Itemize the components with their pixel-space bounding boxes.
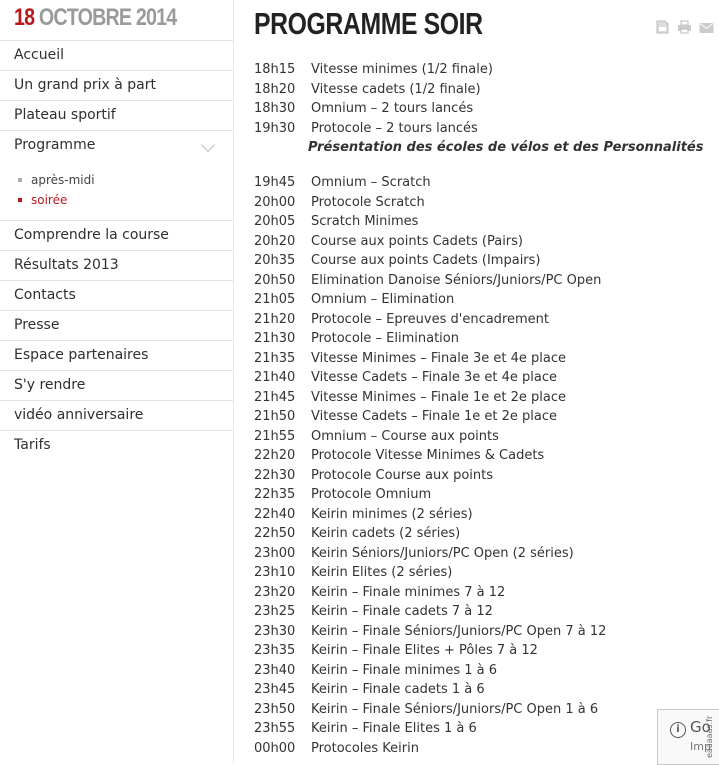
schedule-row [254,80,714,100]
schedule-event: Keirin – Finale cadets 1 à 6 [311,682,485,697]
schedule-time: 22h30 [254,467,296,483]
schedule-time: 22h35 [254,487,296,502]
schedule-event: Protocole Omnium [311,487,432,502]
sidebar-item-label: S'y rendre [14,377,86,393]
sidebar-item-vidéo-anniversaire[interactable] [0,400,233,430]
schedule-time: 00h00 [254,740,296,756]
schedule-row [254,739,714,759]
sidebar-item-label: Comprendre la course [14,227,169,243]
schedule-row [254,641,714,661]
watermark-text: eaaaaas.fr [705,715,714,758]
schedule-event: Scratch Minimes [311,214,419,229]
submenu-item-label: après-midi [31,173,95,187]
schedule-event: Keirin – Finale Séniors/Juniors/PC Open 7 à 12 [311,623,607,639]
schedule-row [254,446,714,466]
schedule-row [254,251,714,271]
schedule-row [254,119,714,139]
sidebar-item-plateau-sportif[interactable] [0,100,233,130]
sidebar-item-un-grand-prix-à-part[interactable] [0,70,233,100]
schedule-time: 23h35 [254,643,296,658]
sidebar-item-label: Plateau sportif [14,107,116,123]
schedule-time: 23h30 [254,623,296,639]
sidebar-item-label: Presse [14,317,60,333]
schedule-time: 20h35 [254,253,296,268]
schedule-row [254,524,714,544]
submenu-item-label: soirée [31,193,68,207]
sidebar-item-label: Tarifs [14,437,51,453]
sidebar-item-label: Programme [14,137,96,153]
schedule-row [254,290,714,310]
schedule-time: 22h50 [254,526,296,541]
schedule-time: 23h50 [254,701,296,717]
schedule-event: Course aux points Cadets (Impairs) [311,253,541,268]
schedule-row [254,563,714,583]
submenu-item-apres-midi[interactable] [18,170,233,190]
schedule-row [254,99,714,119]
schedule-event: Keirin Elites (2 séries) [311,565,453,580]
schedule-row [254,622,714,642]
schedule-event: Protocole Course aux points [311,467,493,483]
sidebar-item-comprendre-la-course[interactable] [0,220,233,250]
schedule-row [254,485,714,505]
sidebar-item-label: Espace partenaires [14,347,149,363]
schedule-row [254,407,714,427]
schedule-event: Keirin – Finale Elites 1 à 6 [311,721,477,736]
schedule-row [254,232,714,252]
schedule-row [254,212,714,232]
schedule-time: 23h55 [254,721,296,736]
google-widget-sub: Imp [690,740,711,753]
sidebar-item-accueil[interactable] [0,40,233,70]
schedule-time: 23h00 [254,545,296,561]
schedule-event: Omnium – Scratch [311,175,431,190]
schedule-time: 19h30 [254,120,296,136]
schedule-time: 23h10 [254,565,296,580]
schedule-time: 19h45 [254,175,296,190]
schedule-time: 21h40 [254,370,296,385]
sidebar-item-label: Résultats 2013 [14,257,119,273]
sidebar-item-s-y-rendre[interactable] [0,370,233,400]
schedule-time: 23h25 [254,604,296,619]
schedule-time: 23h20 [254,584,296,600]
schedule-row [254,388,714,408]
schedule-block-1 [254,60,714,138]
schedule-event: Omnium – Course aux points [311,428,499,444]
schedule-event: Keirin – Finale minimes 7 à 12 [311,584,506,600]
schedule-event: Keirin minimes (2 séries) [311,506,473,522]
sidebar-item-presse[interactable] [0,310,233,340]
schedule-row [254,60,714,80]
schedule-row [254,602,714,622]
schedule-row [254,661,714,681]
sidebar-item-espace-partenaires[interactable] [0,340,233,370]
schedule-row [254,193,714,213]
sidebar-item-label: Contacts [14,287,76,303]
schedule-event: Elimination Danoise Séniors/Juniors/PC Open [311,272,602,288]
watermark [705,690,719,760]
schedule-time: 18h30 [254,101,296,116]
sidebar-item-label: vidéo anniversaire [14,407,144,423]
schedule-note: Présentation des écoles de vélos et des Personnalités [308,140,704,155]
pdf-icon[interactable] [656,19,670,33]
schedule-time: 21h35 [254,350,296,366]
schedule-event: Omnium – 2 tours lancés [311,101,474,116]
schedule-event: Protocoles Keirin [311,740,419,756]
schedule-event: Keirin Séniors/Juniors/PC Open (2 séries) [311,545,574,561]
schedule-row [254,368,714,388]
schedule-time: 20h20 [254,233,296,249]
schedule-row [254,271,714,291]
schedule-row [254,680,714,700]
programme-submenu [0,160,233,220]
schedule-time: 21h05 [254,292,296,307]
sidebar-item-contacts[interactable] [0,280,233,310]
sidebar-item-résultats-2013[interactable] [0,250,233,280]
schedule-event: Vitesse Cadets – Finale 3e et 4e place [311,370,558,385]
info-icon: i [670,722,686,738]
schedule-event: Protocole – Epreuves d'encadrement [311,311,549,327]
event-date [14,4,176,32]
main-nav [0,40,233,460]
schedule-time: 20h00 [254,194,296,210]
schedule-block-2 [254,173,714,758]
sidebar-item-tarifs[interactable] [0,430,233,460]
print-icon[interactable] [677,19,691,33]
schedule-time: 18h15 [254,62,296,77]
bullet-icon [18,198,22,202]
schedule-event: Course aux points Cadets (Pairs) [311,233,523,249]
schedule-event: Keirin – Finale minimes 1 à 6 [311,662,498,678]
schedule-event: Keirin – Finale cadets 7 à 12 [311,604,493,619]
schedule-time: 22h40 [254,506,296,522]
schedule-time: 21h50 [254,409,296,424]
schedule-event: Keirin – Finale Séniors/Juniors/PC Open 1 à 6 [311,701,599,717]
schedule-time: 21h45 [254,389,296,405]
submenu-item-soiree[interactable] [18,190,233,210]
schedule-event: Vitesse Minimes – Finale 3e et 4e place [311,350,566,366]
page-title: PROGRAMME SOIR [254,6,483,41]
schedule-row [254,700,714,720]
schedule-time: 21h20 [254,311,296,327]
schedule-event: Omnium – Elimination [311,292,455,307]
schedule-row [254,466,714,486]
google-widget-label: Go [690,718,711,736]
schedule-event: Protocole – 2 tours lancés [311,120,478,136]
bullet-icon [18,178,22,182]
schedule-row [254,583,714,603]
schedule-event: Keirin cadets (2 séries) [311,526,461,541]
schedule-event: Vitesse cadets (1/2 finale) [311,81,481,97]
date-day: 18 [14,4,35,31]
schedule-event: Vitesse Cadets – Finale 1e et 2e place [311,409,558,424]
schedule-event: Vitesse Minimes – Finale 1e et 2e place [311,389,566,405]
schedule-row [254,329,714,349]
schedule-time: 20h50 [254,272,296,288]
email-icon[interactable] [699,19,713,33]
schedule-row [254,427,714,447]
sidebar-item-label: Accueil [14,47,64,63]
schedule-time: 23h40 [254,662,296,678]
schedule-time: 21h55 [254,428,296,444]
schedule-row [254,349,714,369]
schedule-row [254,505,714,525]
schedule-event: Keirin – Finale Elites + Pôles 7 à 12 [311,643,538,658]
schedule-event: Protocole – Elimination [311,331,459,346]
schedule-row [254,173,714,193]
schedule-event: Vitesse minimes (1/2 finale) [311,62,493,77]
schedule-event: Protocole Scratch [311,194,425,210]
schedule-time: 22h20 [254,448,296,463]
sidebar-item-label: Un grand prix à part [14,77,157,93]
sidebar-item-programme[interactable] [0,130,233,160]
chevron-down-icon[interactable] [201,138,215,152]
schedule-time: 18h20 [254,81,296,97]
date-month-year: OCTOBRE 2014 [38,4,177,31]
schedule-row [254,719,714,739]
schedule-time: 21h30 [254,331,296,346]
schedule-row [254,544,714,564]
schedule-event: Protocole Vitesse Minimes & Cadets [311,448,545,463]
schedule-time: 23h45 [254,682,296,697]
sidebar [0,0,234,763]
schedule-row [254,310,714,330]
schedule-time: 20h05 [254,214,296,229]
